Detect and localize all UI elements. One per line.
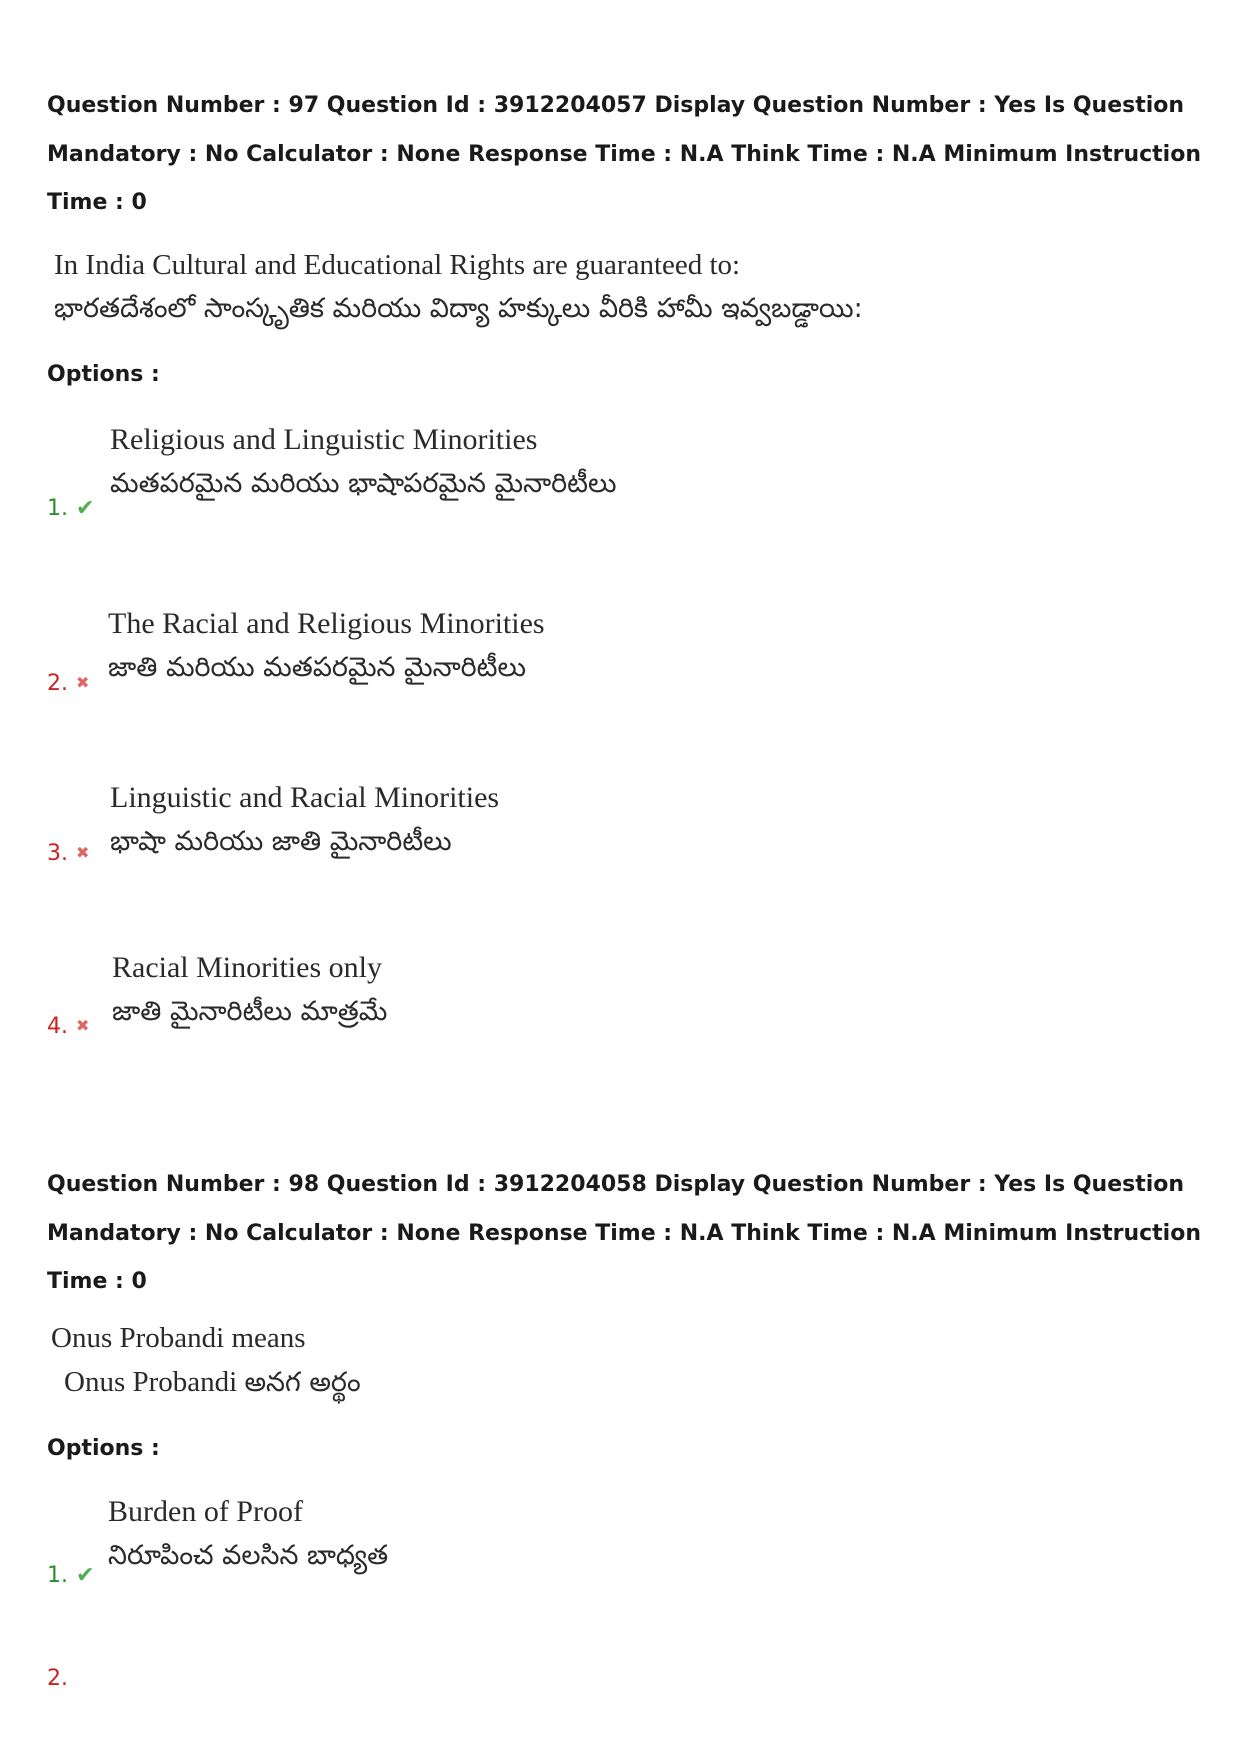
options-label: Options : [47,362,160,387]
option-text[interactable] [108,1490,388,1578]
option-text-en: Burden of Proof [108,1495,303,1528]
option-text-en: Racial Minorities only [112,951,382,984]
question-97-meta [47,82,1227,228]
option-number [47,1666,68,1691]
meta-line-1: Question Number : 97 Question Id : 3912204057 Display Question Number : Yes Is Question [47,93,1185,118]
meta-line-2: Mandatory : No Calculator : None Response Time : N.A Think Time : N.A Minimum Instruction [47,141,1202,167]
question-text-en: In India Cultural and Educational Rights are guaranteed to: [54,249,741,281]
option-text[interactable] [110,776,499,864]
option-text-en: The Racial and Religious Minorities [108,607,545,640]
option-number-label: 2. [47,1666,68,1691]
question-98-meta [47,1161,1227,1307]
option-number-label: 3. [47,841,68,866]
question-98-text [51,1316,361,1405]
question-text-en: Onus Probandi means [51,1322,306,1354]
meta-line-2: Mandatory : No Calculator : None Response Time : N.A Think Time : N.A Minimum Instruction [47,1220,1202,1246]
option-text-te: మతపరమైన మరియు భాషాపరమైన మైనారిటీలు [110,468,617,499]
cross-icon: ✖ [76,673,90,692]
meta-line-3: Time : 0 [47,190,147,215]
option-number [47,496,94,521]
option-number-label: 1. [47,496,68,521]
option-number-label: 2. [47,671,68,696]
option-number [47,1563,94,1588]
option-text-en: Linguistic and Racial Minorities [110,781,500,814]
option-text-en: Religious and Linguistic Minorities [110,423,538,456]
check-icon: ✔ [76,1563,95,1588]
option-text-te: జాతి మైనారిటీలు మాత్రమే [112,996,388,1027]
option-text[interactable] [110,418,616,506]
question-text-te-prefix: Onus Probandi [64,1366,238,1398]
option-text-te: భాషా మరియు జాతి మైనారిటీలు [110,826,452,857]
cross-icon: ✖ [76,843,90,862]
options-label: Options : [47,1436,160,1461]
question-text-te: భారతదేశంలో సాంస్కృతిక మరియు విద్యా హక్కులు వీరికి హామీ ఇవ్వబడ్డాయి: [54,293,863,324]
option-number [47,841,89,866]
meta-line-3: Time : 0 [47,1269,147,1294]
option-text-te: జాతి మరియు మతపరమైన మైనారిటీలు [108,652,527,683]
option-text[interactable] [108,602,545,690]
option-number-label: 4. [47,1014,68,1039]
check-icon: ✔ [76,496,95,521]
question-97-text [54,243,863,331]
option-number [47,1014,89,1039]
question-text-te-line [51,1360,361,1405]
cross-icon: ✖ [76,1016,90,1035]
question-text-te: అనగ అర్థం [244,1367,361,1398]
option-number-label: 1. [47,1563,68,1588]
meta-line-1: Question Number : 98 Question Id : 3912204058 Display Question Number : Yes Is Question [47,1172,1185,1197]
option-text[interactable] [112,946,387,1034]
option-number [47,671,89,696]
option-text-te: నిరూపించ వలసిన బాధ్యత [108,1540,389,1571]
